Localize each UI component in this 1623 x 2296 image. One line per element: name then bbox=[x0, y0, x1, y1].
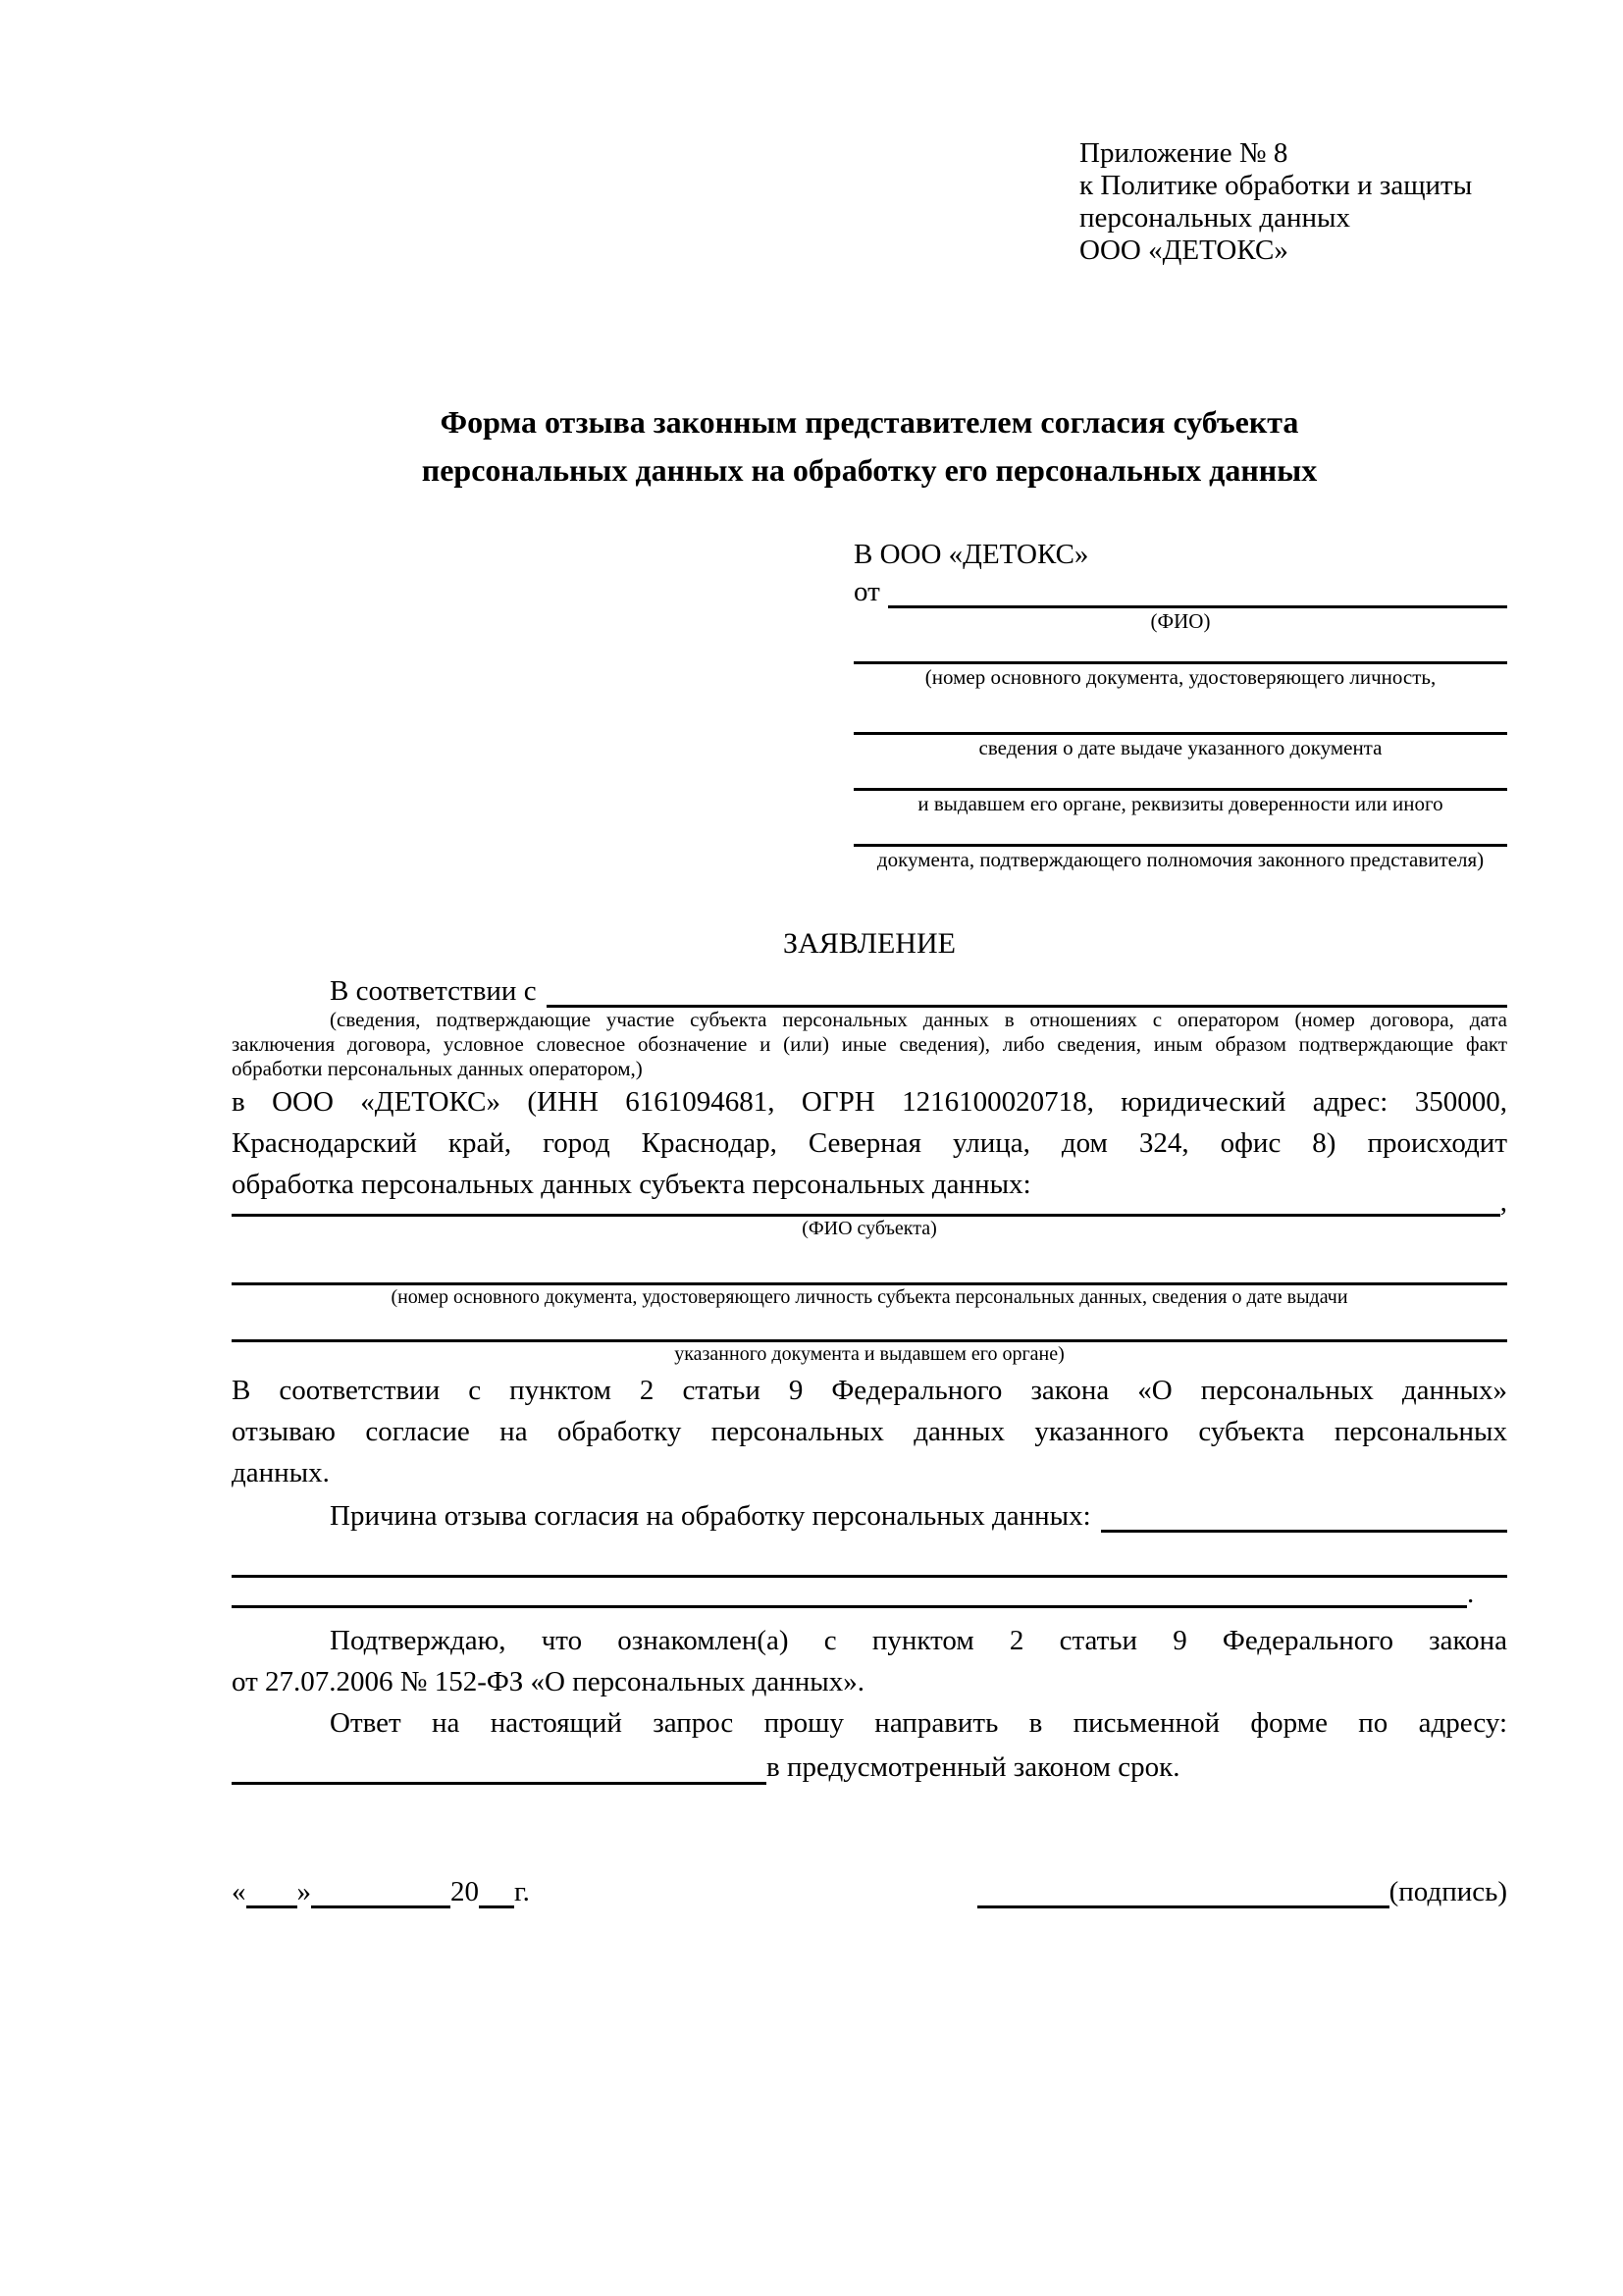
reason-blank-line-3 bbox=[232, 1578, 1507, 1608]
intro-line bbox=[232, 970, 1507, 1008]
reply-paragraph bbox=[232, 1702, 1507, 1785]
operator-paragraph-line-1: в ООО «ДЕТОКС» (ИНН 6161094681, ОГРН 1216100020718, юридический адрес: 350000, bbox=[232, 1086, 1507, 1118]
intro-prefix: В соответствии с bbox=[330, 975, 537, 1007]
appendix-company: ООО «ДЕТОКС» bbox=[1079, 235, 1288, 266]
addressee-from-line bbox=[854, 573, 1507, 608]
date-close-quote: » bbox=[296, 1876, 311, 1907]
reason-line bbox=[232, 1493, 1507, 1533]
appendix-number: Приложение № 8 bbox=[1079, 137, 1288, 169]
document-title-line-1: Форма отзыва законным представителем согласия субъекта bbox=[440, 404, 1299, 440]
addressee-to: В ООО «ДЕТОКС» bbox=[854, 539, 1089, 570]
issuer-blank-line bbox=[854, 760, 1507, 791]
operator-paragraph-line-2: Краснодарский край, город Краснодар, Северная улица, дом 324, офис 8) происходит bbox=[232, 1127, 1507, 1159]
reason-blank-line-3-rule bbox=[232, 1605, 1467, 1608]
date-group bbox=[232, 1875, 530, 1908]
subject-doc-blank-line-2 bbox=[232, 1309, 1507, 1342]
signature-group bbox=[977, 1875, 1507, 1908]
authority-blank-line bbox=[854, 816, 1507, 847]
doc-number-blank-line bbox=[854, 634, 1507, 664]
signature-blank-line bbox=[977, 1875, 1389, 1908]
operator-paragraph-line-3: обработка персональных данных субъекта персональных данных: bbox=[232, 1169, 1031, 1200]
subject-doc-blank-line-1 bbox=[232, 1240, 1507, 1285]
reason-blank-line-2 bbox=[232, 1533, 1507, 1578]
subject-doc-caption-1: (номер основного документа, удостоверяющего личность субъекта персональных данных, сведения о дате выдачи bbox=[391, 1286, 1348, 1308]
date-month-blank bbox=[311, 1875, 450, 1908]
appendix-header bbox=[1079, 137, 1507, 267]
date-year-suffix: г. bbox=[514, 1876, 530, 1907]
statement-heading: ЗАЯВЛЕНИЕ bbox=[783, 927, 956, 960]
authority-caption: документа, подтверждающего полномочия законного представителя) bbox=[876, 848, 1485, 871]
withdraw-paragraph bbox=[232, 1370, 1507, 1493]
reply-address-blank-line bbox=[232, 1748, 766, 1785]
appendix-policy-line: к Политике обработки и защиты bbox=[1079, 170, 1473, 201]
withdraw-paragraph-line-2: отзываю согласие на обработку персональных данных указанного субъекта персональных bbox=[232, 1416, 1507, 1447]
date-day-blank bbox=[246, 1875, 297, 1908]
addressee-block bbox=[854, 538, 1507, 872]
date-year-blank bbox=[479, 1875, 514, 1908]
reply-paragraph-line-1: Ответ на настоящий запрос прошу направить в письменной форме по адресу: bbox=[330, 1707, 1507, 1739]
intro-note-line-2: заключения договора, условное словесное обозначение и (или) иные сведения), либо сведения, иным образом подтверждающие факт bbox=[232, 1032, 1507, 1056]
document-title bbox=[232, 398, 1507, 495]
confirm-paragraph-line-1: Подтверждаю, что ознакомлен(а) с пунктом 2 статьи 9 Федерального закона bbox=[330, 1625, 1507, 1656]
from-label: от bbox=[854, 576, 880, 607]
doc-number-caption: (номер основного документа, удостоверяющего личность, bbox=[924, 665, 1437, 689]
intro-note bbox=[232, 1008, 1507, 1081]
intro-note-line-1: (сведения, подтверждающие участие субъекта персональных данных в отношениях с оператором (номер договора, дата bbox=[330, 1008, 1507, 1031]
date-signature-row bbox=[232, 1869, 1507, 1908]
trailing-comma: , bbox=[1499, 1186, 1507, 1218]
date-open-quote: « bbox=[232, 1876, 246, 1907]
document-title-line-2: персональных данных на обработку его персональных данных bbox=[421, 452, 1318, 488]
trailing-period: . bbox=[1467, 1578, 1475, 1609]
withdraw-paragraph-line-3: данных. bbox=[232, 1457, 330, 1488]
issuer-caption: и выдавшем его органе, реквизиты доверенности или иного bbox=[917, 792, 1443, 815]
reply-suffix: в предусмотренный законом срок. bbox=[766, 1751, 1180, 1783]
reason-label: Причина отзыва согласия на обработку персональных данных: bbox=[330, 1500, 1091, 1532]
intro-note-line-3: обработки персональных данных оператором,) bbox=[232, 1057, 643, 1080]
issue-date-blank-line bbox=[854, 690, 1507, 735]
reason-blank-line bbox=[1101, 1530, 1507, 1533]
reply-paragraph-line-2 bbox=[232, 1744, 1507, 1785]
fio-caption: (ФИО) bbox=[1150, 609, 1211, 633]
confirm-paragraph-line-2: от 27.07.2006 № 152-ФЗ «О персональных данных». bbox=[232, 1666, 865, 1697]
withdraw-paragraph-line-1: В соответствии с пунктом 2 статьи 9 Федерального закона «О персональных данных» bbox=[232, 1375, 1507, 1406]
date-year-prefix: 20 bbox=[450, 1876, 479, 1907]
subject-doc-caption-2: указанного документа и выдавшем его органе) bbox=[674, 1343, 1065, 1365]
subject-fio-caption: (ФИО субъекта) bbox=[802, 1218, 937, 1239]
signature-caption: (подпись) bbox=[1388, 1876, 1507, 1907]
appendix-policy-line-2: персональных данных bbox=[1079, 202, 1351, 234]
issue-date-caption: сведения о дате выдаче указанного документа bbox=[978, 736, 1383, 759]
confirm-paragraph bbox=[232, 1620, 1507, 1702]
